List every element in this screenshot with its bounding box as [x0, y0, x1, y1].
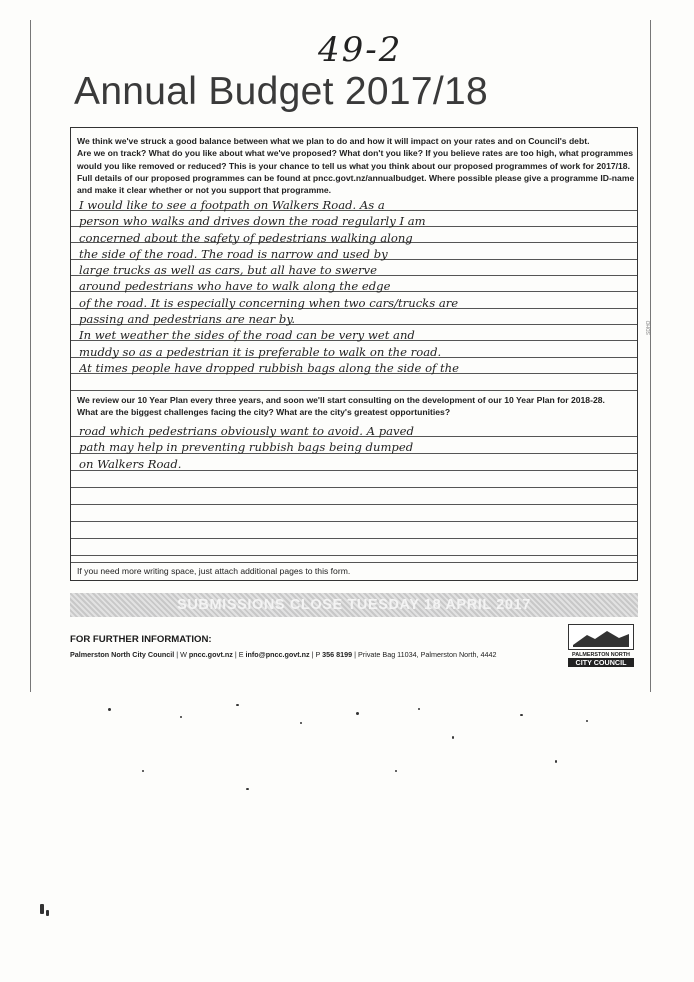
scan-speck	[452, 736, 454, 739]
scan-speck	[395, 770, 397, 772]
scan-speck	[300, 722, 302, 724]
response-line: around pedestrians who have to walk along the edge	[79, 279, 391, 294]
scan-speck	[555, 760, 557, 763]
scan-speck	[246, 788, 249, 790]
scan-speck	[236, 704, 239, 706]
response-line: the side of the road. The road is narrow and used by	[79, 246, 388, 261]
intro-line: Are we on track? What do you like about what we've proposed? What don't you like? If you believe rates are too high, what programmes	[77, 148, 634, 159]
scan-speck	[418, 708, 420, 710]
page-title: Annual Budget 2017/18	[74, 70, 488, 113]
postal-address: Private Bag 11034, Palmerston North, 4442	[358, 650, 497, 659]
response-line: passing and pedestrians are near by.	[79, 312, 296, 327]
intro-line: We think we've struck a good balance between what we plan to do and how it will impact on your rates and on Council's debt.	[77, 136, 590, 146]
scan-speck	[180, 716, 182, 718]
handwritten-response-1	[79, 197, 631, 376]
further-info-heading: FOR FURTHER INFORMATION:	[70, 634, 212, 645]
response-line: concerned about the safety of pedestrians walking along	[79, 230, 413, 245]
scan-speck	[108, 708, 111, 711]
intro-line: Full details of our proposed programmes can be found at pncc.govt.nz/annualbudget. Where possible please give a programme ID-name	[77, 172, 635, 183]
website-link[interactable]: pncc.govt.nz	[188, 650, 233, 659]
email-link[interactable]: info@pncc.govt.nz	[245, 650, 310, 659]
submissions-close-banner: SUBMISSIONS CLOSE TUESDAY 18 APRIL 2017	[70, 593, 638, 617]
rule-line	[71, 390, 637, 391]
left-scan-edge	[30, 20, 31, 692]
web-label: W	[180, 650, 187, 659]
logo-emblem-icon	[568, 624, 634, 650]
city-skyline-icon	[569, 625, 633, 649]
response-line: muddy so as a pedestrian it is preferable to walk on the road.	[79, 344, 442, 359]
scan-speck	[520, 714, 523, 716]
scan-smudge	[46, 910, 49, 916]
handwritten-reference: 49-2	[318, 30, 403, 70]
scan-speck	[356, 712, 359, 715]
phone-label: P	[315, 650, 321, 659]
logo-line-2: CITY COUNCIL	[568, 658, 634, 667]
submission-form-box	[70, 127, 638, 581]
scan-speck	[586, 720, 588, 722]
response-line: In wet weather the sides of the road can be very wet and	[79, 328, 415, 343]
question-line: We review our 10 Year Plan every three years, and soon we'll start consulting on the development of our 10 Year Plan for 2018-28.	[77, 395, 605, 405]
response-line: on Walkers Road.	[79, 456, 182, 471]
email-label: E	[238, 650, 244, 659]
phone-number: 356 8199	[322, 650, 353, 659]
question-line: What are the biggest challenges facing the city? What are the city's greatest opportunities?	[77, 407, 451, 418]
rule-line	[71, 538, 637, 539]
response-line: path may help in preventing rubbish bags being dumped	[79, 440, 414, 455]
ten-year-plan-question	[77, 394, 605, 419]
response-line: I would like to see a footpath on Walkers Road. As a	[79, 198, 385, 212]
council-name: Palmerston North City Council	[70, 650, 175, 659]
right-scan-edge	[650, 20, 651, 692]
handwritten-response-2	[79, 423, 631, 472]
scan-smudge	[40, 904, 44, 914]
intro-line: and make it clear whether or not you support that programme.	[77, 185, 332, 196]
scan-speck	[142, 770, 144, 772]
response-line: road which pedestrians obviously want to avoid. A paved	[79, 424, 414, 438]
rule-line	[71, 562, 637, 563]
side-scan-mark: SDHO	[646, 320, 652, 335]
extra-space-note: If you need more writing space, just attach additional pages to this form.	[77, 566, 351, 576]
response-line: At times people have dropped rubbish bags along the side of the	[79, 360, 460, 375]
rule-line	[71, 487, 637, 488]
response-line: large trucks as well as cars, but all have to swerve	[79, 263, 377, 278]
intro-question	[77, 135, 633, 196]
logo-line-1: PALMERSTON NORTH	[572, 652, 630, 658]
response-line: person who walks and drives down the road regularly I am	[79, 214, 426, 229]
rule-line	[71, 555, 637, 556]
council-logo	[568, 624, 634, 666]
contact-details: Palmerston North City Council | W pncc.govt.nz | E info@pncc.govt.nz | P 356 8199 | Private Bag 11034, Palmerston North, 4442	[70, 650, 497, 659]
intro-line: would you like removed or reduced? This is your chance to tell us what you think about our proposed programmes of work for 2017/18.	[77, 160, 630, 171]
rule-line	[71, 504, 637, 505]
rule-line	[71, 521, 637, 522]
response-line: of the road. It is especially concerning when two cars/trucks are	[79, 295, 459, 310]
